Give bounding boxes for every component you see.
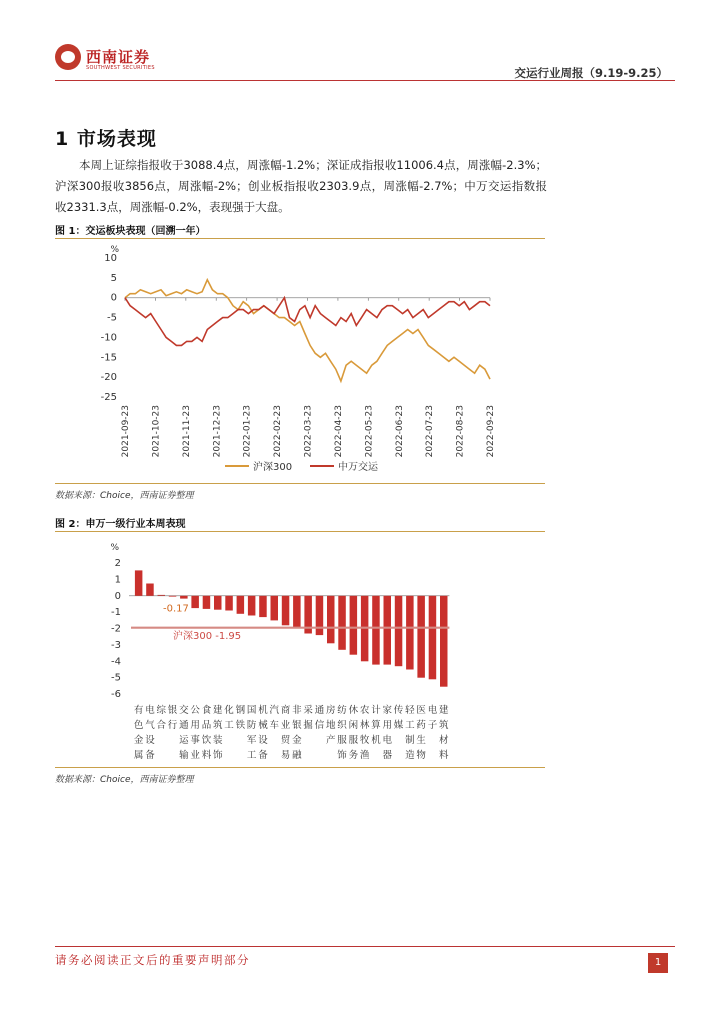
figure2-top-rule: [55, 531, 545, 532]
x-tick-label: 2021-11-23: [181, 405, 192, 458]
y-tick-label: -10: [100, 332, 117, 344]
bar: [440, 596, 448, 687]
figure1-source: 数据来源：Choice，西南证券整理: [55, 491, 194, 501]
category-label-char: 机: [258, 705, 268, 716]
category-label-char: 设: [145, 735, 155, 746]
category-label-char: 备: [145, 750, 155, 761]
bar: [237, 596, 245, 614]
category-label-char: 纺: [337, 705, 347, 716]
category-label-char: 业: [190, 750, 200, 761]
category-label-char: 机: [371, 735, 381, 746]
paragraph-text: 本周上证综指报收于3088.4点，周涨幅-1.2%；深证成指报收11006.4点，周涨幅-2.3%；沪深300报收3856点，周涨幅-2%；创业板指报收2303.9点，周涨幅-2.7%；中万交运指数报收2331.3点，周涨幅-0.2%，表现强于大盘。: [55, 158, 547, 214]
category-label-char: 药: [416, 720, 426, 731]
category-label-char: 用: [382, 720, 393, 731]
bar: [135, 570, 143, 595]
category-label-char: 地: [325, 720, 336, 731]
category-label-char: 牧: [359, 735, 370, 746]
category-label-char: 物: [416, 750, 426, 761]
figure2-bar-chart: [55, 533, 545, 766]
category-label-char: 商: [280, 705, 291, 716]
y-tick-label: 0: [110, 292, 117, 304]
logo-icon: [55, 44, 81, 70]
transport-value-label: -0.17: [163, 603, 189, 615]
x-tick-label: 2022-07-23: [425, 405, 436, 458]
category-label-char: 通: [314, 705, 325, 716]
logo-subtitle: SOUTHWEST SECURITIES: [86, 65, 155, 71]
category-label-char: 子: [427, 720, 438, 731]
category-label-char: 信: [314, 720, 325, 731]
category-label-char: 采: [303, 705, 313, 716]
bar: [350, 596, 358, 655]
bar: [158, 595, 166, 596]
page-number: 1: [648, 953, 668, 973]
y-tick-label: 2: [114, 558, 121, 569]
category-label-char: 装: [212, 735, 223, 746]
category-label-char: 工: [224, 720, 234, 731]
bar: [180, 596, 188, 599]
category-label-char: 属: [133, 750, 144, 761]
x-tick-label: 2022-06-23: [394, 405, 405, 458]
category-label-char: 料: [201, 750, 212, 761]
category-label-char: 非: [292, 705, 302, 716]
category-label-char: 钢: [235, 705, 246, 716]
category-label-char: 气: [145, 720, 155, 731]
bar: [248, 596, 256, 616]
category-label-char: 筑: [212, 720, 223, 731]
category-label-char: 械: [258, 720, 268, 731]
x-tick-label: 2022-09-23: [486, 405, 496, 458]
figure1-bottom-rule: [55, 483, 545, 484]
legend-label: 中万交运: [338, 462, 378, 473]
category-label-char: 事: [190, 735, 200, 746]
bar: [203, 596, 211, 609]
category-label-char: 金: [292, 735, 302, 746]
bar: [225, 596, 233, 611]
y-tick-label: -2: [111, 623, 121, 635]
category-label-char: 媒: [393, 720, 404, 731]
footer-disclaimer: 请务必阅读正文后的重要声明部分: [55, 953, 250, 967]
y-tick-label: 1: [114, 574, 121, 586]
category-label-char: 设: [258, 735, 268, 746]
y-axis-unit: %: [110, 245, 119, 255]
y-tick-label: -5: [107, 312, 117, 324]
figure1-title: 图 1：交运板块表现（回溯一年）: [55, 226, 206, 237]
y-tick-label: -4: [111, 656, 121, 668]
category-label-char: 材: [438, 735, 449, 746]
x-tick-label: 2022-03-23: [303, 405, 314, 458]
category-label-char: 易: [280, 750, 291, 761]
category-label-char: 防: [246, 720, 257, 731]
y-axis-unit: %: [110, 543, 119, 553]
category-label-char: 算: [371, 720, 381, 731]
y-tick-label: -20: [100, 372, 117, 384]
category-label-char: 休: [348, 705, 359, 716]
category-label-char: 建: [438, 705, 449, 716]
category-label-char: 银: [167, 705, 178, 716]
y-tick-label: 10: [104, 253, 117, 264]
category-label-char: 筑: [438, 720, 449, 731]
category-label-char: 器: [382, 750, 393, 761]
category-label-char: 务: [348, 750, 359, 761]
figure2-bottom-rule: [55, 767, 545, 768]
category-label-char: 轻: [405, 705, 415, 716]
bar: [282, 596, 290, 626]
category-label-char: 业: [280, 720, 291, 731]
category-label-char: 备: [258, 750, 268, 761]
y-tick-label: -5: [111, 672, 121, 684]
y-tick-label: -6: [111, 689, 121, 700]
x-tick-label: 2021-12-23: [212, 405, 223, 458]
bar: [372, 596, 380, 665]
category-label-char: 饰: [212, 750, 223, 761]
x-tick-label: 2021-10-23: [151, 405, 162, 458]
report-title: 交运行业周报（9.19-9.25）: [514, 66, 668, 80]
category-label-char: 品: [201, 720, 212, 731]
logo-text: 西南证券: [86, 48, 151, 66]
y-tick-label: -3: [111, 639, 121, 651]
category-label-char: 运: [179, 735, 189, 746]
category-label-char: 服: [348, 735, 359, 746]
category-label-char: 工: [246, 750, 257, 761]
figure2-title: 图 2：申万一级行业本周表现: [55, 519, 186, 530]
category-label-char: 车: [269, 720, 280, 731]
category-label-char: 工: [405, 720, 415, 731]
x-tick-label: 2022-04-23: [333, 405, 344, 458]
category-label-char: 铁: [235, 720, 246, 731]
bar: [214, 596, 222, 610]
category-label-char: 综: [156, 705, 167, 716]
category-label-char: 贸: [280, 735, 291, 746]
category-label-char: 银: [292, 720, 302, 731]
category-label-char: 产: [325, 735, 336, 746]
category-label-char: 渔: [359, 750, 370, 761]
bar: [327, 596, 335, 644]
category-label-char: 计: [371, 705, 381, 716]
bar: [406, 596, 414, 670]
category-label-char: 通: [179, 720, 189, 731]
category-label-char: 电: [427, 705, 438, 716]
footer-divider: [55, 946, 675, 947]
category-label-char: 农: [359, 705, 370, 716]
category-label-char: 输: [179, 750, 189, 761]
legend-label: 沪深300: [253, 462, 293, 473]
category-label-char: 用: [190, 720, 200, 731]
bar: [338, 596, 346, 650]
category-label-char: 造: [405, 750, 415, 761]
bar: [169, 596, 177, 597]
y-tick-label: -1: [111, 607, 121, 619]
category-label-char: 掘: [303, 720, 313, 731]
x-tick-label: 2022-05-23: [364, 405, 375, 458]
category-label-char: 化: [224, 705, 234, 716]
figure2-source: 数据来源：Choice，西南证券整理: [55, 775, 194, 785]
category-label-char: 电: [382, 735, 393, 746]
category-label-char: 饰: [337, 750, 347, 761]
category-label-char: 饮: [201, 735, 212, 746]
x-tick-label: 2022-08-23: [455, 405, 466, 458]
x-tick-label: 2022-01-23: [242, 405, 253, 458]
category-label-char: 织: [337, 720, 347, 731]
market-paragraph: [55, 155, 547, 218]
category-label-char: 生: [416, 735, 426, 746]
category-label-char: 林: [359, 720, 370, 731]
reference-label: 沪深300 -1.95: [173, 631, 242, 643]
series-line-hs300: [125, 280, 490, 381]
category-label-char: 有: [133, 705, 144, 716]
bar: [271, 596, 279, 621]
bar: [429, 596, 437, 680]
category-label-char: 公: [190, 705, 200, 716]
bar: [191, 596, 199, 608]
bar: [384, 596, 392, 665]
figure1-line-chart: [55, 240, 545, 482]
category-label-char: 料: [438, 750, 449, 761]
section-title: 1 市场表现: [55, 128, 157, 150]
category-label-char: 行: [167, 720, 178, 731]
category-label-char: 汽: [269, 705, 280, 716]
x-tick-label: 2022-02-23: [273, 405, 284, 458]
category-label-char: 色: [133, 720, 144, 731]
category-label-char: 建: [212, 705, 223, 716]
bar: [316, 596, 324, 635]
category-label-char: 食: [201, 705, 212, 716]
y-tick-label: 0: [114, 590, 121, 602]
category-label-char: 融: [292, 750, 302, 761]
bar: [146, 584, 154, 596]
category-label-char: 家: [382, 705, 393, 716]
category-label-char: 房: [325, 705, 336, 716]
category-label-char: 合: [156, 720, 167, 731]
category-label-char: 医: [416, 705, 426, 716]
category-label-char: 服: [337, 735, 347, 746]
category-label-char: 国: [246, 705, 257, 716]
bar: [259, 596, 267, 617]
category-label-char: 交: [179, 705, 189, 716]
bar: [395, 596, 403, 666]
category-label-char: 制: [405, 735, 415, 746]
bar: [417, 596, 425, 678]
category-label-char: 金: [133, 735, 144, 746]
figure1-top-rule: [55, 238, 545, 239]
y-tick-label: 5: [110, 272, 117, 284]
y-tick-label: -25: [100, 392, 117, 403]
x-tick-label: 2021-09-23: [121, 405, 131, 458]
category-label-char: 电: [145, 705, 155, 716]
header-divider: [55, 80, 675, 81]
bar: [293, 596, 301, 628]
y-tick-label: -15: [100, 352, 117, 364]
category-label-char: 闲: [348, 720, 359, 731]
category-label-char: 传: [393, 705, 404, 716]
category-label-char: 军: [246, 735, 257, 746]
